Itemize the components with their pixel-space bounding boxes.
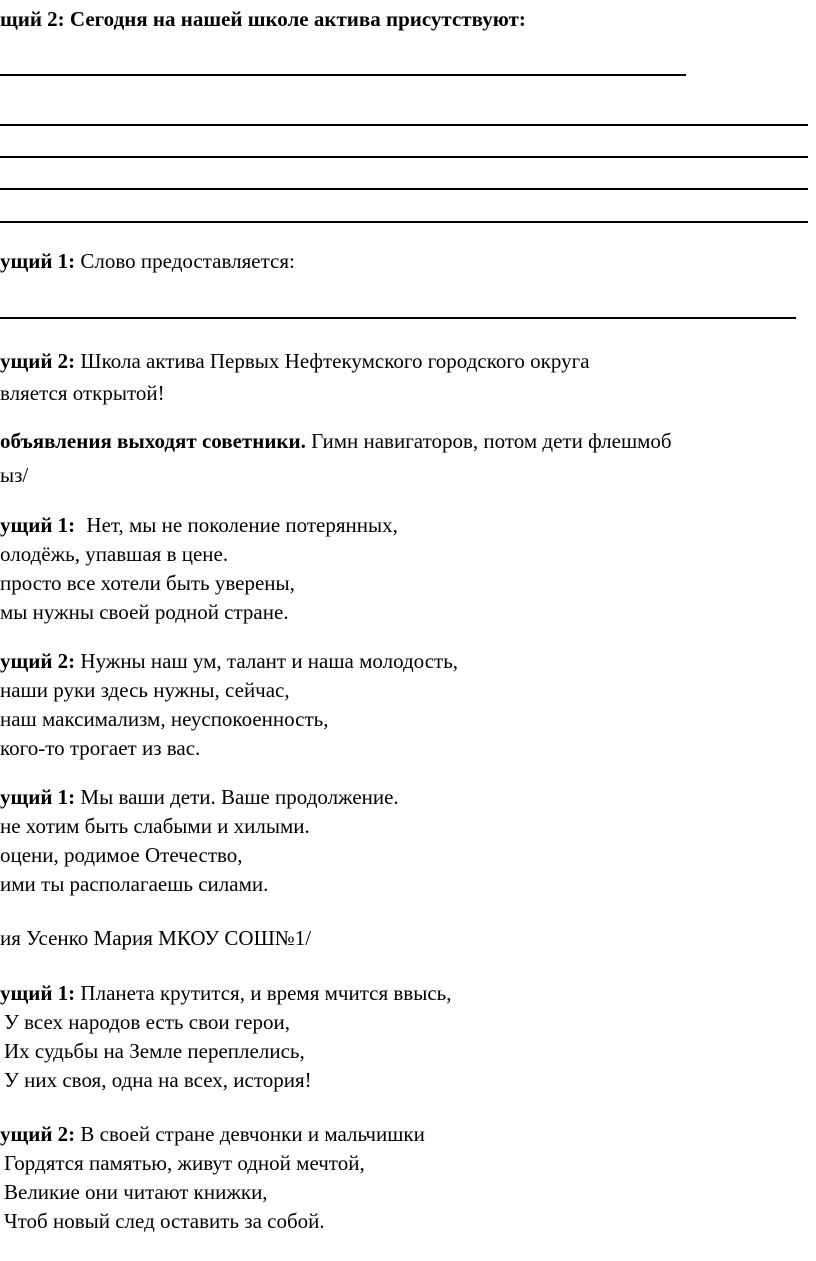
verse-line: В своей стране девчонки и мальчишки: [80, 1122, 425, 1146]
speaker-text: Слово предоставляется:: [80, 249, 295, 273]
verse-line: Великие они читают книжки,: [4, 1180, 268, 1204]
speaker-line: [0, 1121, 425, 1147]
blank-rule: [0, 124, 808, 126]
verse-line: Нет, мы не поколение потерянных,: [86, 513, 398, 537]
verse-line: Их судьбы на Земле переплелись,: [4, 1039, 305, 1063]
speaker-line: [0, 248, 295, 274]
heading-speaker: щий 2:: [0, 7, 65, 31]
verse-line: наш максимализм, неуспокоенность,: [0, 707, 329, 731]
announcement-line: [0, 428, 672, 454]
heading-text: Сегодня на нашей школе актива присутствуют:: [69, 7, 526, 31]
verse-line: наши руки здесь нужны, сейчас,: [0, 678, 290, 702]
blank-rule: [0, 74, 686, 76]
speaker-line: [0, 980, 451, 1006]
verse-line: ими ты располагаешь силами.: [0, 872, 269, 896]
heading-line: [0, 6, 526, 32]
speaker-label: ущий 2:: [0, 649, 76, 673]
text-line: ыз/: [0, 463, 29, 487]
verse-line: Гордятся памятью, живут одной мечтой,: [4, 1151, 365, 1175]
verse-line: Нужны наш ум, талант и наша молодость,: [80, 649, 459, 673]
speaker-line: [0, 648, 458, 674]
performer-note: ия Усенко Мария МКОУ СОШ№1/: [0, 926, 312, 950]
verse-line: Чтоб новый след оставить за собой.: [4, 1209, 325, 1233]
verse-line: олодёжь, упавшая в цене.: [0, 542, 229, 566]
speaker-line: [0, 784, 399, 810]
blank-rule: [0, 188, 808, 190]
speaker-label: ущий 1:: [0, 981, 76, 1005]
speaker-label: ущий 1:: [0, 513, 76, 537]
speaker-line: [0, 512, 398, 538]
blank-rule: [0, 156, 808, 158]
verse-line: Планета крутится, и время мчится ввысь,: [80, 981, 452, 1005]
verse-line: мы нужны своей родной стране.: [0, 600, 289, 624]
verse-line: не хотим быть слабыми и хилыми.: [0, 814, 310, 838]
announcement-bold: объявления выходят советники.: [0, 429, 306, 453]
speaker-label: ущий 1:: [0, 249, 76, 273]
text-line: вляется открытой!: [0, 381, 165, 405]
blank-rule: [0, 317, 796, 319]
speaker-label: ущий 2:: [0, 349, 76, 373]
verse-line: Мы ваши дети. Ваше продолжение.: [80, 785, 399, 809]
speaker-label: ущий 2:: [0, 1122, 76, 1146]
verse-line: просто все хотели быть уверены,: [0, 571, 295, 595]
speaker-label: ущий 1:: [0, 785, 76, 809]
verse-line: оцени, родимое Отечество,: [0, 843, 243, 867]
announcement-text: Гимн навигаторов, потом дети флешмоб: [311, 429, 672, 453]
verse-line: кого-то трогает из вас.: [0, 736, 201, 760]
blank-rule: [0, 221, 808, 223]
speaker-text: Школа актива Первых Нефтекумского городского округа: [80, 349, 590, 373]
verse-line: У них своя, одна на всех, история!: [4, 1068, 312, 1092]
speaker-line: [0, 348, 590, 374]
verse-line: У всех народов есть свои герои,: [4, 1010, 290, 1034]
